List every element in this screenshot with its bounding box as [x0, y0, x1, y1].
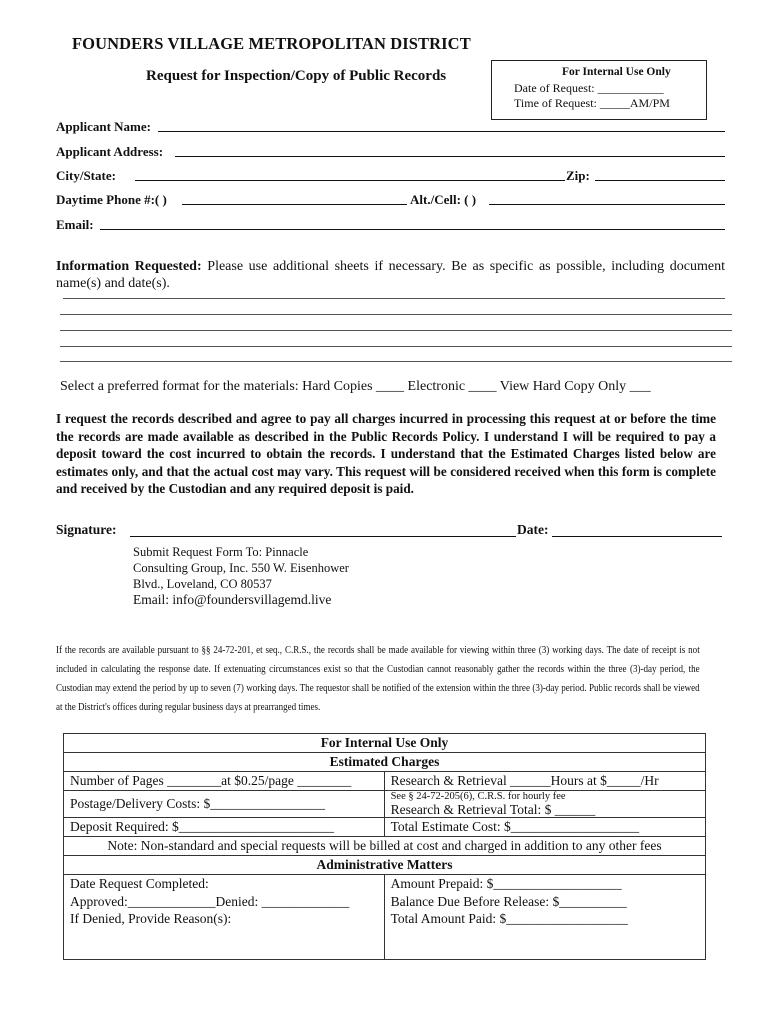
research-total-cell[interactable]	[384, 791, 705, 818]
daytime-phone-field[interactable]	[182, 204, 407, 205]
nonstandard-note: Note: Non-standard and special requests will be billed at cost and charged in addition to any other fees	[64, 837, 706, 856]
applicant-name-label: Applicant Name:	[56, 119, 151, 134]
hourly-fee-note: See § 24-72-205(6), C.R.S. for hourly fee	[390, 791, 566, 802]
alt-cell-label: Alt./Cell: ( )	[410, 192, 477, 207]
table-heading: For Internal Use Only	[64, 734, 706, 753]
total-paid-cell[interactable]: Total Amount Paid: $__________________	[384, 911, 705, 960]
information-text: Please use additional sheets if necessary. Be as specific as possible, including document name(s) and date(s).	[56, 259, 725, 291]
email-field[interactable]	[100, 229, 725, 230]
alt-cell-field[interactable]	[489, 204, 725, 205]
internal-box-title: For Internal Use Only	[562, 66, 671, 78]
internal-use-box	[491, 60, 707, 120]
info-line[interactable]	[60, 330, 732, 331]
agreement-paragraph: I request the records described and agree to pay all charges incurred in processing this request at or before the time the records are made available as described in the Public Records Policy. I understand I will be required to pay a deposit toward the cost incurred to obtain the records. I understand that the Estimated Charges listed below are estimates only, and that the actual cost may vary. This request will be considered received when this form is complete and received by the Custodian and any required deposit is paid.	[56, 411, 716, 496]
submit-email: Email: info@foundersvillagemd.live	[133, 592, 332, 607]
signature-label: Signature:	[56, 522, 117, 537]
info-line[interactable]	[63, 298, 725, 299]
date-completed-cell[interactable]: Date Request Completed:	[64, 875, 385, 894]
daytime-phone-label: Daytime Phone #:( )	[56, 192, 167, 207]
admin-heading: Administrative Matters	[64, 856, 706, 875]
submit-address	[133, 544, 393, 608]
internal-use-table	[63, 733, 706, 960]
research-hours-cell[interactable]: Research & Retrieval ______Hours at $_____/Hr	[384, 772, 705, 791]
applicant-address-field[interactable]	[175, 156, 725, 157]
date-field[interactable]	[552, 536, 722, 537]
city-state-label: City/State:	[56, 168, 116, 183]
information-lead: Information Requested:	[56, 259, 202, 274]
approved-denied-cell[interactable]: Approved:_____________Denied: _____________	[64, 893, 385, 911]
zip-label: Zip:	[566, 168, 590, 183]
total-estimate-cell[interactable]: Total Estimate Cost: $___________________	[384, 818, 705, 837]
signature-field[interactable]	[130, 536, 516, 537]
postage-cell[interactable]: Postage/Delivery Costs: $_________________	[64, 791, 385, 818]
submit-line-1: Submit Request Form To: Pinnacle	[133, 545, 309, 559]
denied-reason-cell[interactable]: If Denied, Provide Reason(s):	[64, 911, 385, 960]
estimated-charges-heading: Estimated Charges	[64, 753, 706, 772]
deposit-cell[interactable]: Deposit Required: $_______________________	[64, 818, 385, 837]
submit-line-3: Blvd., Loveland, CO 80537	[133, 577, 272, 591]
date-of-request[interactable]: Date of Request: ___________	[514, 81, 664, 95]
info-line[interactable]	[60, 346, 732, 347]
applicant-address-label: Applicant Address:	[56, 144, 164, 159]
amount-prepaid-cell[interactable]: Amount Prepaid: $___________________	[384, 875, 705, 894]
form-subtitle: Request for Inspection/Copy of Public Records	[146, 68, 447, 84]
submit-line-2: Consulting Group, Inc. 550 W. Eisenhower	[133, 561, 349, 575]
date-label: Date:	[517, 522, 549, 537]
time-of-request[interactable]: Time of Request: _____AM/PM	[514, 96, 670, 110]
balance-due-cell[interactable]: Balance Due Before Release: $__________	[384, 893, 705, 911]
city-state-field[interactable]	[135, 180, 565, 181]
info-line[interactable]	[60, 361, 732, 362]
info-line[interactable]	[60, 314, 732, 315]
research-total-text: Research & Retrieval Total: $ ______	[390, 802, 596, 817]
email-label: Email:	[56, 217, 94, 232]
zip-field[interactable]	[595, 180, 725, 181]
legal-notice: If the records are available pursuant to §§ 24-72-201, et seq., C.R.S., the records shall be made available for viewing within three (3) working days. The date of receipt is not included in calculating the response date. If extenuating circumstances exist so that the Custodian cannot reasonably gather the records within the three (3)-day period, the Custodian may extend the period by up to seven (7) working days. The requestor shall be notified of the extension within the three (3)-day period. Public records shall be viewed at the District's offices during regular business days at prearranged times.	[56, 644, 700, 713]
preferred-format-line[interactable]: Select a preferred format for the materials: Hard Copies ____ Electronic ____ View Hard Copy Only ___	[60, 379, 651, 394]
pages-cell[interactable]: Number of Pages ________at $0.25/page ________	[64, 772, 385, 791]
information-requested	[56, 258, 725, 292]
district-title: FOUNDERS VILLAGE METROPOLITAN DISTRICT	[72, 34, 471, 53]
applicant-name-field[interactable]	[158, 131, 725, 132]
